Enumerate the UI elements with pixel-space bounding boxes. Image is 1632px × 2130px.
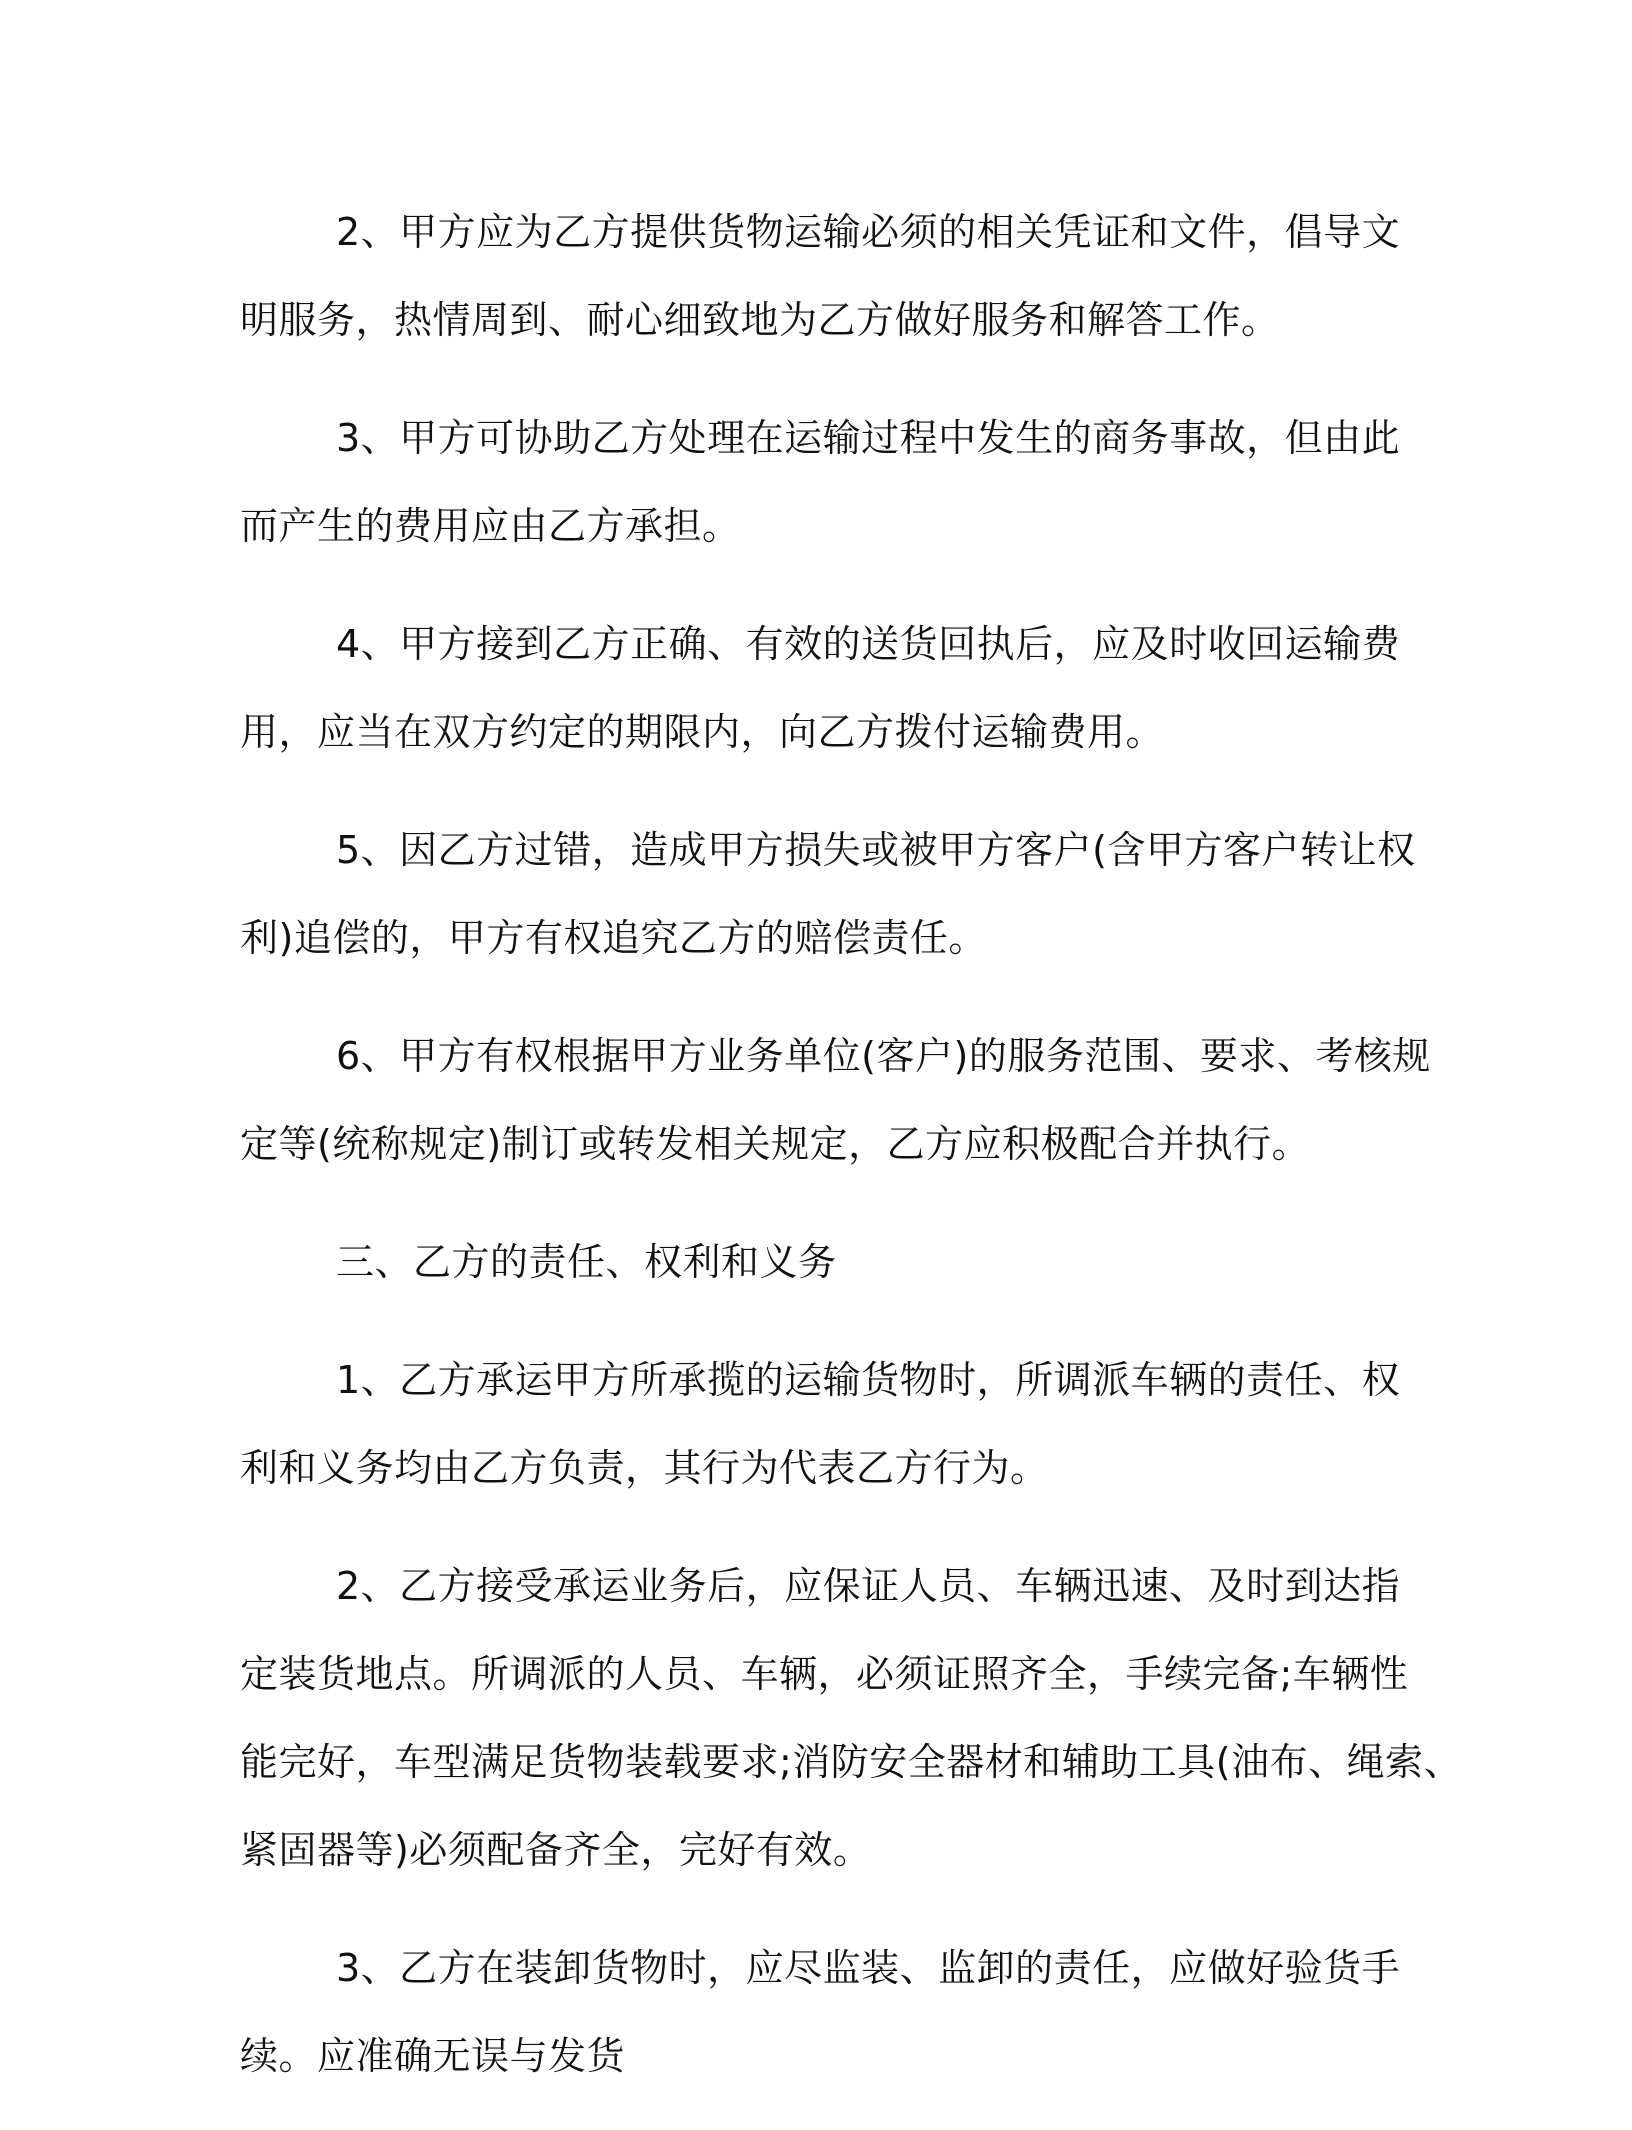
paragraph-clause-3-party-a (240, 394, 1400, 570)
paragraph-clause-5-party-a (240, 806, 1416, 982)
paragraph-clause-4-party-a (240, 600, 1400, 776)
text-line: 能完好，车型满足货物装载要求;消防安全器材和辅助工具(油布、绳索、 (240, 1740, 1463, 1784)
paragraph-clause-2-party-a (240, 188, 1400, 364)
paragraph-clause-2-party-b (240, 1542, 1463, 1894)
text-line: 续。应准确无误与发货 (240, 2034, 626, 2078)
text-line: 3、乙方在装卸货物时，应尽监装、监卸的责任，应做好验货手 (336, 1946, 1401, 1990)
text-line: 定等(统称规定)制订或转发相关规定，乙方应积极配合并执行。 (240, 1122, 1311, 1166)
text-line: 2、甲方应为乙方提供货物运输必须的相关凭证和文件，倡导文 (336, 210, 1401, 254)
text-line: 3、甲方可协助乙方处理在运输过程中发生的商务事故，但由此 (336, 416, 1401, 460)
paragraph-clause-1-party-b (240, 1336, 1400, 1512)
text-line: 4、甲方接到乙方正确、有效的送货回执后，应及时收回运输费 (336, 622, 1401, 666)
text-line: 5、因乙方过错，造成甲方损失或被甲方客户(含甲方客户转让权 (336, 828, 1416, 872)
text-line: 6、甲方有权根据甲方业务单位(客户)的服务范围、要求、考核规 (336, 1034, 1431, 1078)
document-body (240, 188, 1463, 2130)
text-line: 2、乙方接受承运业务后，应保证人员、车辆迅速、及时到达指 (336, 1564, 1401, 1608)
text-line: 利和义务均由乙方负责，其行为代表乙方行为。 (240, 1446, 1049, 1490)
text-line: 明服务，热情周到、耐心细致地为乙方做好服务和解答工作。 (240, 298, 1280, 342)
text-line: 利)追偿的，甲方有权追究乙方的赔偿责任。 (240, 916, 987, 960)
text-line: 1、乙方承运甲方所承揽的运输货物时，所调派车辆的责任、权 (336, 1358, 1401, 1402)
section-heading-text: 三、乙方的责任、权利和义务 (336, 1240, 837, 1284)
text-line: 用，应当在双方约定的期限内，向乙方拨付运输费用。 (240, 710, 1165, 754)
text-line: 紧固器等)必须配备齐全，完好有效。 (240, 1828, 872, 1872)
text-line: 定装货地点。所调派的人员、车辆，必须证照齐全，手续完备;车辆性 (240, 1652, 1409, 1696)
paragraph-clause-3-party-b (240, 1924, 1400, 2100)
text-line: 而产生的费用应由乙方承担。 (240, 504, 741, 548)
paragraph-clause-6-party-a (240, 1012, 1431, 1188)
section-heading-party-b (240, 1218, 1400, 1306)
